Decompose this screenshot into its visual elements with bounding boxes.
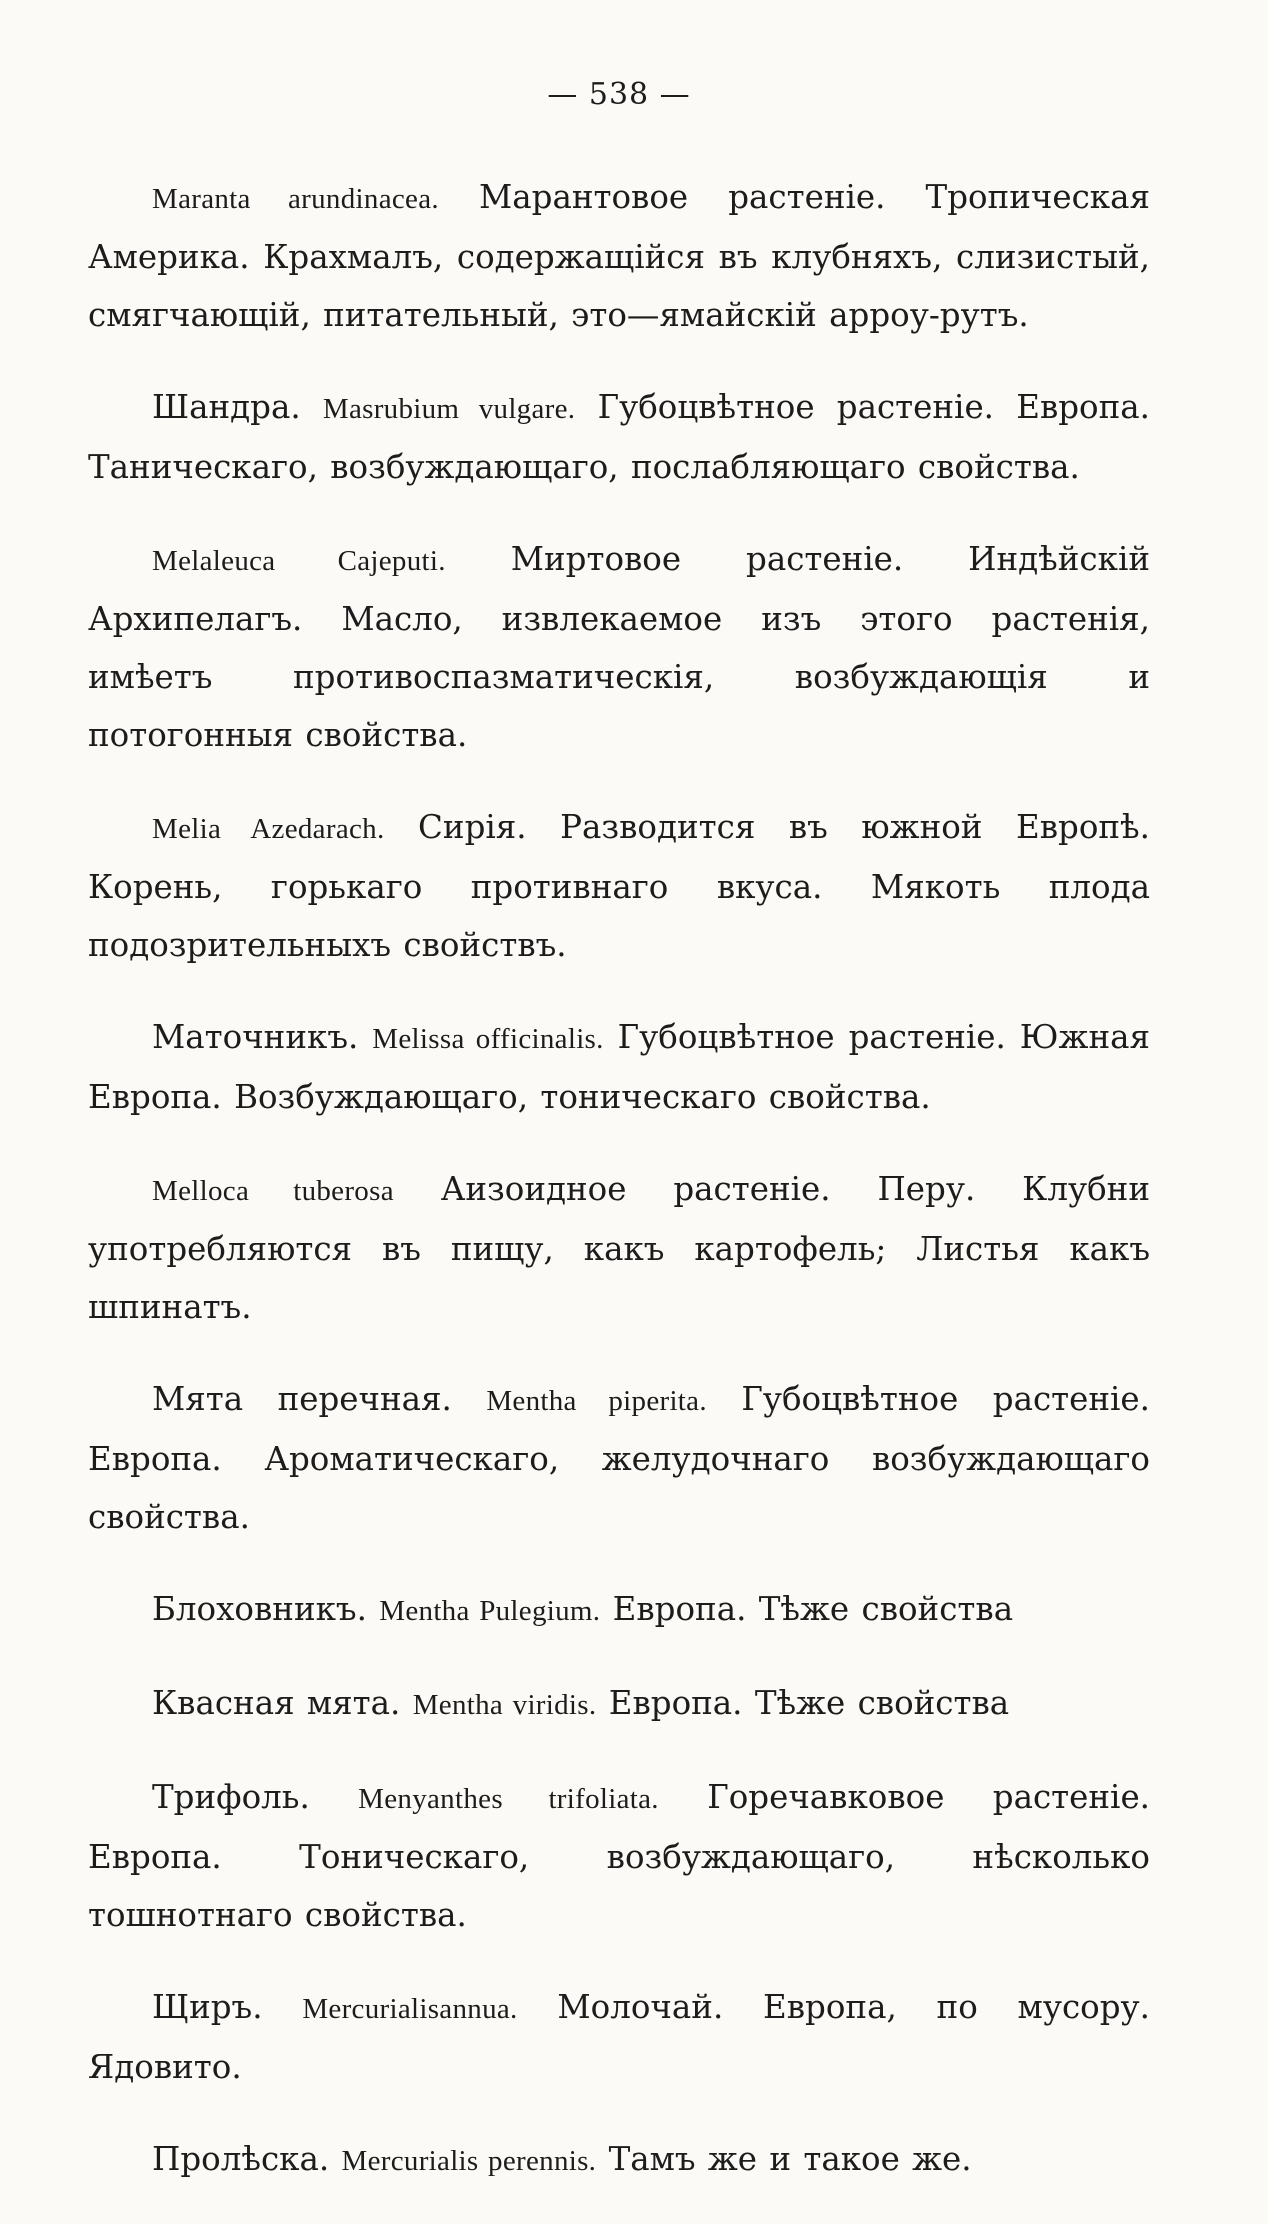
page — [88, 70, 1150, 2224]
entry-lead: Маточникъ. — [152, 1018, 373, 1056]
entry-text: Марантовое растеніе. Тропическая Америка. Крахмалъ, содержащійся въ клубняхъ, слизистый, смягчающій, питательный, это—ямайскій арроу-рутъ. — [88, 178, 1150, 334]
entry-text: Губоцвѣтное растеніе. Европа. Таническаго, возбуждающаго, послабляющаго свойства. — [88, 388, 1150, 486]
latin-name: Melloca tuberosa — [152, 1175, 394, 1207]
latin-name: Mentha viridis. — [412, 1689, 597, 1721]
entry-text: Европа. Тѣже свойства — [600, 1590, 1014, 1628]
entry-melloca — [88, 1160, 1150, 1336]
entry-menyanthes — [88, 1768, 1150, 1944]
entry-lead: Мята перечная. — [152, 1380, 487, 1418]
entry-text: Тамъ же и такое же. — [596, 2140, 972, 2178]
entry-mentha-piperita — [88, 1370, 1150, 1546]
entry-lead: Шандра. — [152, 388, 323, 426]
latin-name: Melissa officinalis. — [372, 1023, 604, 1055]
latin-name: Melaleuca Cajeputi. — [152, 545, 446, 577]
entry-melaleuca — [88, 530, 1150, 764]
entry-marrubium — [88, 378, 1150, 496]
entry-text: Молочай. Европа, по мусору. Ядовито. — [88, 1988, 1150, 2086]
entry-mercurialis-annua — [88, 1978, 1150, 2096]
entry-lead: Пролѣска. — [152, 2140, 342, 2178]
latin-name: Melia Azedarach. — [152, 813, 385, 845]
entry-mercurialis-perennis — [88, 2130, 1150, 2190]
entry-text: Миртовое растеніе. Индѣйскій Архипелагъ. Масло, извлекаемое изъ этого растенія, имѣетъ противоспазматическія, возбуждающія и потогонныя свойства. — [88, 540, 1150, 754]
entry-melissa — [88, 1008, 1150, 1126]
latin-name: Masrubium vulgare. — [322, 393, 576, 425]
entry-mentha-viridis — [88, 1674, 1150, 1734]
latin-name: Mercurialisannua. — [302, 1993, 518, 2025]
latin-name: Mercurialis perennis. — [341, 2145, 597, 2177]
entry-text: Горечавковое растеніе. Европа. Тоническаго, возбуждающаго, нѣсколько тошнотнаго свойства. — [88, 1778, 1151, 1934]
entry-text: Губоцвѣтное растеніе. Южная Европа. Возбуждающаго, тоническаго свойства. — [88, 1018, 1150, 1116]
entry-lead: Щиръ. — [152, 1988, 303, 2026]
page-number: — 538 — — [547, 77, 691, 112]
entry-lead: Блоховникъ. — [152, 1590, 380, 1628]
latin-name: Maranta arundinacea. — [152, 183, 439, 215]
entry-maranta — [88, 168, 1150, 344]
entry-lead: Трифоль. — [152, 1778, 359, 1816]
entry-mentha-pulegium — [88, 1580, 1150, 1640]
latin-name: Mentha Pulegium. — [379, 1595, 601, 1627]
entry-melia — [88, 798, 1150, 974]
latin-name: Menyanthes trifoliata. — [358, 1783, 659, 1815]
entry-lead: Квасная мята. — [152, 1684, 413, 1722]
entry-text: Аизоидное растеніе. Перу. Клубни употребляются въ пищу, какъ картофель; Листья какъ шпинатъ. — [88, 1170, 1150, 1326]
latin-name: Mentha piperita. — [486, 1385, 707, 1417]
entry-text: Губоцвѣтное растеніе. Европа. Ароматическаго, желудочнаго возбуждающаго свойства. — [88, 1380, 1150, 1536]
entry-text: Европа. Тѣже свойства — [596, 1684, 1010, 1722]
entry-text: Сирія. Разводится въ южной Европѣ. Корень, горькаго противнаго вкуса. Мякоть плода подозрительныхъ свойствъ. — [88, 808, 1150, 964]
